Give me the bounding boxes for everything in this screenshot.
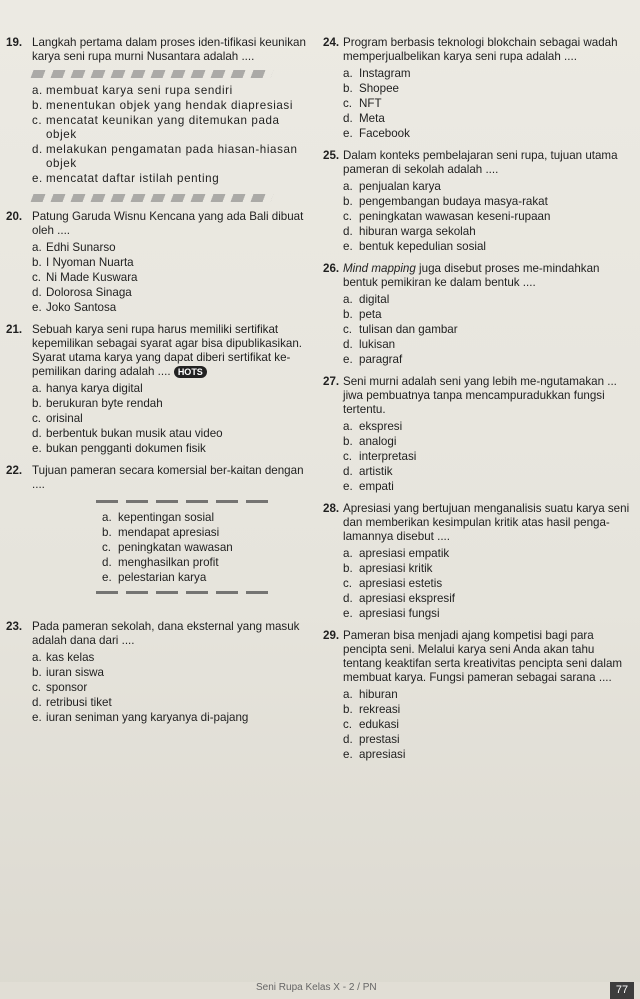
option-letter: d. [343, 338, 353, 351]
question-text: Langkah pertama dalam proses iden-tifikasi keunikan karya seni rupa murni Nusantara adalah .... [32, 36, 306, 63]
option-letter: d. [32, 143, 43, 156]
question-28 [323, 502, 635, 544]
option[interactable] [323, 607, 635, 621]
option-text: apresiasi ekspresif [359, 592, 456, 605]
question-text [6, 323, 306, 379]
option-text: Meta [359, 112, 385, 125]
option-letter: a. [343, 688, 353, 701]
option-text: iuran seniman yang karyanya di-pajang [46, 711, 249, 724]
option-letter: c. [32, 271, 42, 284]
option-text: NFT [359, 97, 382, 110]
option-text: hanya karya digital [46, 382, 143, 395]
option-text: peta [359, 308, 382, 321]
option-letter: b. [32, 99, 43, 112]
option[interactable] [323, 82, 635, 96]
option-letter: b. [343, 82, 353, 95]
option-letter: e. [343, 240, 353, 253]
question-text: Seni murni adalah seni yang lebih me-ngutamakan ... jiwa pembuatnya tanpa mencampuradukkan fungsi tertentu. [343, 375, 617, 416]
option[interactable] [323, 703, 635, 717]
question-20-options [6, 241, 306, 315]
option-text: Edhi Sunarso [46, 241, 116, 254]
option-letter: c. [343, 577, 353, 590]
question-22-options [6, 511, 306, 585]
question-23 [6, 620, 306, 648]
question-27 [323, 375, 635, 417]
question-text [323, 262, 635, 290]
option-letter: e. [32, 301, 42, 314]
option-text: Ni Made Kuswara [46, 271, 138, 284]
option[interactable] [6, 114, 306, 142]
option[interactable] [323, 353, 635, 367]
option[interactable] [323, 112, 635, 126]
option-text: Dolorosa Sinaga [46, 286, 132, 299]
option[interactable] [323, 465, 635, 479]
option-letter: d. [343, 592, 353, 605]
option-letter: b. [343, 703, 353, 716]
option[interactable] [323, 577, 635, 591]
question-text: Pameran bisa menjadi ajang kompetisi bagi para pencipta seni. Melalui karya seni Anda akan tahu tentang keaktifan serta kreativitas pencipta seni dalam membuat karya. Fungsi pameran sebagai sarana .... [343, 629, 623, 684]
option-letter: b. [343, 435, 353, 448]
option[interactable] [6, 511, 306, 525]
option[interactable] [6, 541, 306, 555]
option-text: bukan pengganti dokumen fisik [46, 442, 206, 455]
question-21 [6, 323, 306, 379]
option-text: pelestarian karya [118, 571, 207, 584]
option-text: retribusi tiket [46, 696, 112, 709]
decorative-border-top [31, 70, 274, 78]
option[interactable] [323, 420, 635, 434]
decorative-dash-bottom [96, 591, 276, 594]
hots-badge: HOTS [174, 366, 207, 378]
option-text: apresiasi empatik [359, 547, 450, 560]
option[interactable] [323, 592, 635, 606]
question-number: 26. [323, 262, 340, 275]
option-letter: e. [343, 607, 353, 620]
option[interactable] [6, 442, 306, 456]
option-text: hiburan warga sekolah [359, 225, 476, 238]
option[interactable] [323, 562, 635, 576]
option-text: berbentuk bukan musik atau video [46, 427, 223, 440]
option-letter: e. [32, 711, 42, 724]
option-text: apresiasi estetis [359, 577, 443, 590]
option-letter: c. [102, 541, 112, 554]
option-letter: a. [102, 511, 112, 524]
option-text: artistik [359, 465, 393, 478]
option-text: Joko Santosa [46, 301, 117, 314]
option-text: membuat karya seni rupa sendiri [46, 84, 233, 97]
option[interactable] [323, 688, 635, 702]
option-text: empati [359, 480, 394, 493]
option[interactable] [6, 412, 306, 426]
option[interactable] [6, 681, 306, 695]
option[interactable] [323, 748, 635, 762]
option-letter: c. [32, 681, 42, 694]
option[interactable] [323, 547, 635, 561]
option-letter: d. [343, 112, 353, 125]
option-letter: d. [32, 696, 42, 709]
option-letter: c. [343, 718, 353, 731]
option-letter: b. [102, 526, 112, 539]
option[interactable] [323, 195, 635, 209]
option-letter: c. [32, 114, 43, 127]
option-text: ekspresi [359, 420, 403, 433]
question-number: 25. [323, 149, 340, 162]
option-letter: b. [32, 397, 42, 410]
question-19-options [6, 84, 306, 186]
option-text: hiburan [359, 688, 398, 701]
option-letter: d. [32, 427, 42, 440]
option-text: menghasilkan profit [118, 556, 219, 569]
option-text: lukisan [359, 338, 396, 351]
question-26-options [323, 293, 635, 367]
option-letter: e. [32, 172, 43, 185]
option-letter: d. [102, 556, 112, 569]
left-column [6, 36, 306, 733]
option[interactable] [323, 718, 635, 732]
option[interactable] [6, 711, 306, 725]
option[interactable] [323, 308, 635, 322]
option[interactable] [323, 293, 635, 307]
question-24-options [323, 67, 635, 141]
option[interactable] [323, 210, 635, 224]
option[interactable] [6, 382, 306, 396]
question-text-body: juga disebut proses me-mindahkan bentuk pemikiran ke dalam bentuk .... [343, 262, 600, 289]
option[interactable] [6, 301, 306, 315]
option-letter: a. [32, 382, 42, 395]
option[interactable] [6, 143, 306, 171]
option[interactable] [6, 84, 306, 98]
option[interactable] [323, 240, 635, 254]
option-text: sponsor [46, 681, 88, 694]
option-text: bentuk kepedulian sosial [359, 240, 486, 253]
option-letter: c. [32, 412, 42, 425]
option-letter: a. [343, 420, 353, 433]
option-text: prestasi [359, 733, 400, 746]
option-letter: e. [343, 353, 353, 366]
option-text: apresiasi kritik [359, 562, 433, 575]
option[interactable] [6, 286, 306, 300]
option-text: peningkatan wawasan [118, 541, 233, 554]
option-letter: e. [343, 748, 353, 761]
option-letter: e. [32, 442, 42, 455]
option-text: apresiasi [359, 748, 406, 761]
question-text: Pada pameran sekolah, dana eksternal yang masuk adalah dana dari .... [32, 620, 300, 647]
question-number: 27. [323, 375, 340, 388]
question-number: 29. [323, 629, 340, 642]
option[interactable] [6, 241, 306, 255]
option-text: rekreasi [359, 703, 401, 716]
option-text: berukuran byte rendah [46, 397, 163, 410]
option-letter: a. [343, 293, 353, 306]
option[interactable] [6, 256, 306, 270]
question-25-options [323, 180, 635, 254]
option-letter: c. [343, 210, 353, 223]
question-25 [323, 149, 635, 177]
option[interactable] [323, 450, 635, 464]
question-number: 23. [6, 620, 23, 633]
option[interactable] [323, 323, 635, 337]
option-text: menentukan objek yang hendak diapresiasi [46, 99, 294, 112]
question-28-options [323, 547, 635, 621]
option-letter: d. [343, 465, 353, 478]
question-23-options [6, 651, 306, 725]
question-text: Apresiasi yang bertujuan menganalisis suatu karya seni dan memberikan kesimpulan kritik atas hasil penga-lamannya disebut .... [343, 502, 630, 543]
option-letter: d. [32, 286, 42, 299]
question-19 [6, 36, 306, 64]
option[interactable] [6, 696, 306, 710]
question-21-options [6, 382, 306, 456]
question-text: Tujuan pameran secara komersial ber-kaitan dengan .... [32, 464, 304, 491]
option-text: edukasi [359, 718, 399, 731]
question-29 [323, 629, 635, 685]
option-text: Instagram [359, 67, 411, 80]
option-text: melakukan pengamatan pada hiasan-hiasan objek [46, 143, 298, 170]
question-26 [323, 262, 635, 290]
option[interactable] [323, 67, 635, 81]
option-text: mencatat keunikan yang ditemukan pada objek [46, 114, 280, 141]
question-20 [6, 210, 306, 238]
question-number: 21. [6, 323, 23, 336]
option-letter: c. [343, 450, 353, 463]
option-text: peningkatan wawasan keseni-rupaan [359, 210, 551, 223]
option-text: mendapat apresiasi [118, 526, 220, 539]
page-footer [0, 982, 640, 999]
option[interactable] [323, 733, 635, 747]
option-text: mencatat daftar istilah penting [46, 172, 220, 185]
option-text: apresiasi fungsi [359, 607, 440, 620]
question-number: 20. [6, 210, 23, 223]
option-text: I Nyoman Nuarta [46, 256, 134, 269]
option[interactable] [6, 427, 306, 441]
option-letter: a. [32, 84, 43, 97]
option-text: Shopee [359, 82, 399, 95]
option[interactable] [6, 99, 306, 113]
question-text: Patung Garuda Wisnu Kencana yang ada Bali dibuat oleh .... [32, 210, 304, 237]
option-text: orisinal [46, 412, 83, 425]
question-number: 19. [6, 36, 23, 49]
option-letter: b. [32, 666, 42, 679]
question-text-body: Sebuah karya seni rupa harus memiliki sertifikat kepemilikan sebagai syarat agar bisa dipublikasikan. Syarat utama karya yang dapat diberi sertifikat ke-pemilikan daring adalah .... [32, 323, 303, 378]
option-letter: e. [343, 480, 353, 493]
option[interactable] [323, 338, 635, 352]
option-text: paragraf [359, 353, 403, 366]
option-letter: a. [343, 180, 353, 193]
option[interactable] [6, 271, 306, 285]
option-text: kas kelas [46, 651, 95, 664]
option-letter: c. [343, 97, 353, 110]
question-number: 24. [323, 36, 340, 49]
option-text: tulisan dan gambar [359, 323, 458, 336]
option[interactable] [323, 97, 635, 111]
option-text: Facebook [359, 127, 410, 140]
footer-text: Seni Rupa Kelas X - 2 / PN [256, 982, 377, 993]
option-letter: b. [343, 562, 353, 575]
option-letter: b. [343, 308, 353, 321]
question-text-italic: Mind mapping [343, 262, 416, 275]
option[interactable] [323, 480, 635, 494]
right-column [323, 36, 635, 770]
question-text: Dalam konteks pembelajaran seni rupa, tujuan utama pameran di sekolah adalah .... [343, 149, 618, 176]
option[interactable] [6, 666, 306, 680]
question-number: 22. [6, 464, 23, 477]
question-22 [6, 464, 306, 492]
option[interactable] [323, 435, 635, 449]
page-number: 77 [610, 982, 634, 999]
question-text: Program berbasis teknologi blokchain sebagai wadah memperjualbelikan karya seni rupa adalah .... [343, 36, 618, 63]
option[interactable] [323, 180, 635, 194]
decorative-dash-top [96, 500, 276, 503]
option[interactable] [6, 526, 306, 540]
option-text: penjualan karya [359, 180, 441, 193]
option-text: iuran siswa [46, 666, 104, 679]
option-letter: d. [343, 225, 353, 238]
option[interactable] [6, 397, 306, 411]
option-letter: d. [343, 733, 353, 746]
option-letter: a. [32, 241, 42, 254]
option[interactable] [323, 225, 635, 239]
question-number: 28. [323, 502, 340, 515]
option-letter: b. [32, 256, 42, 269]
question-27-options [323, 420, 635, 494]
question-24 [323, 36, 635, 64]
option-letter: c. [343, 323, 353, 336]
option[interactable] [6, 571, 306, 585]
option-letter: a. [32, 651, 42, 664]
option-text: kepentingan sosial [118, 511, 215, 524]
option-letter: e. [102, 571, 112, 584]
option-text: digital [359, 293, 390, 306]
option[interactable] [323, 127, 635, 141]
option-text: analogi [359, 435, 397, 448]
option[interactable] [6, 651, 306, 665]
decorative-border-bottom [31, 194, 274, 202]
option-text: interpretasi [359, 450, 417, 463]
option-letter: a. [343, 67, 353, 80]
option-letter: a. [343, 547, 353, 560]
option-text: pengembangan budaya masya-rakat [359, 195, 548, 208]
question-29-options [323, 688, 635, 762]
option[interactable] [6, 172, 306, 186]
option-letter: b. [343, 195, 353, 208]
option-letter: e. [343, 127, 353, 140]
option[interactable] [6, 556, 306, 570]
